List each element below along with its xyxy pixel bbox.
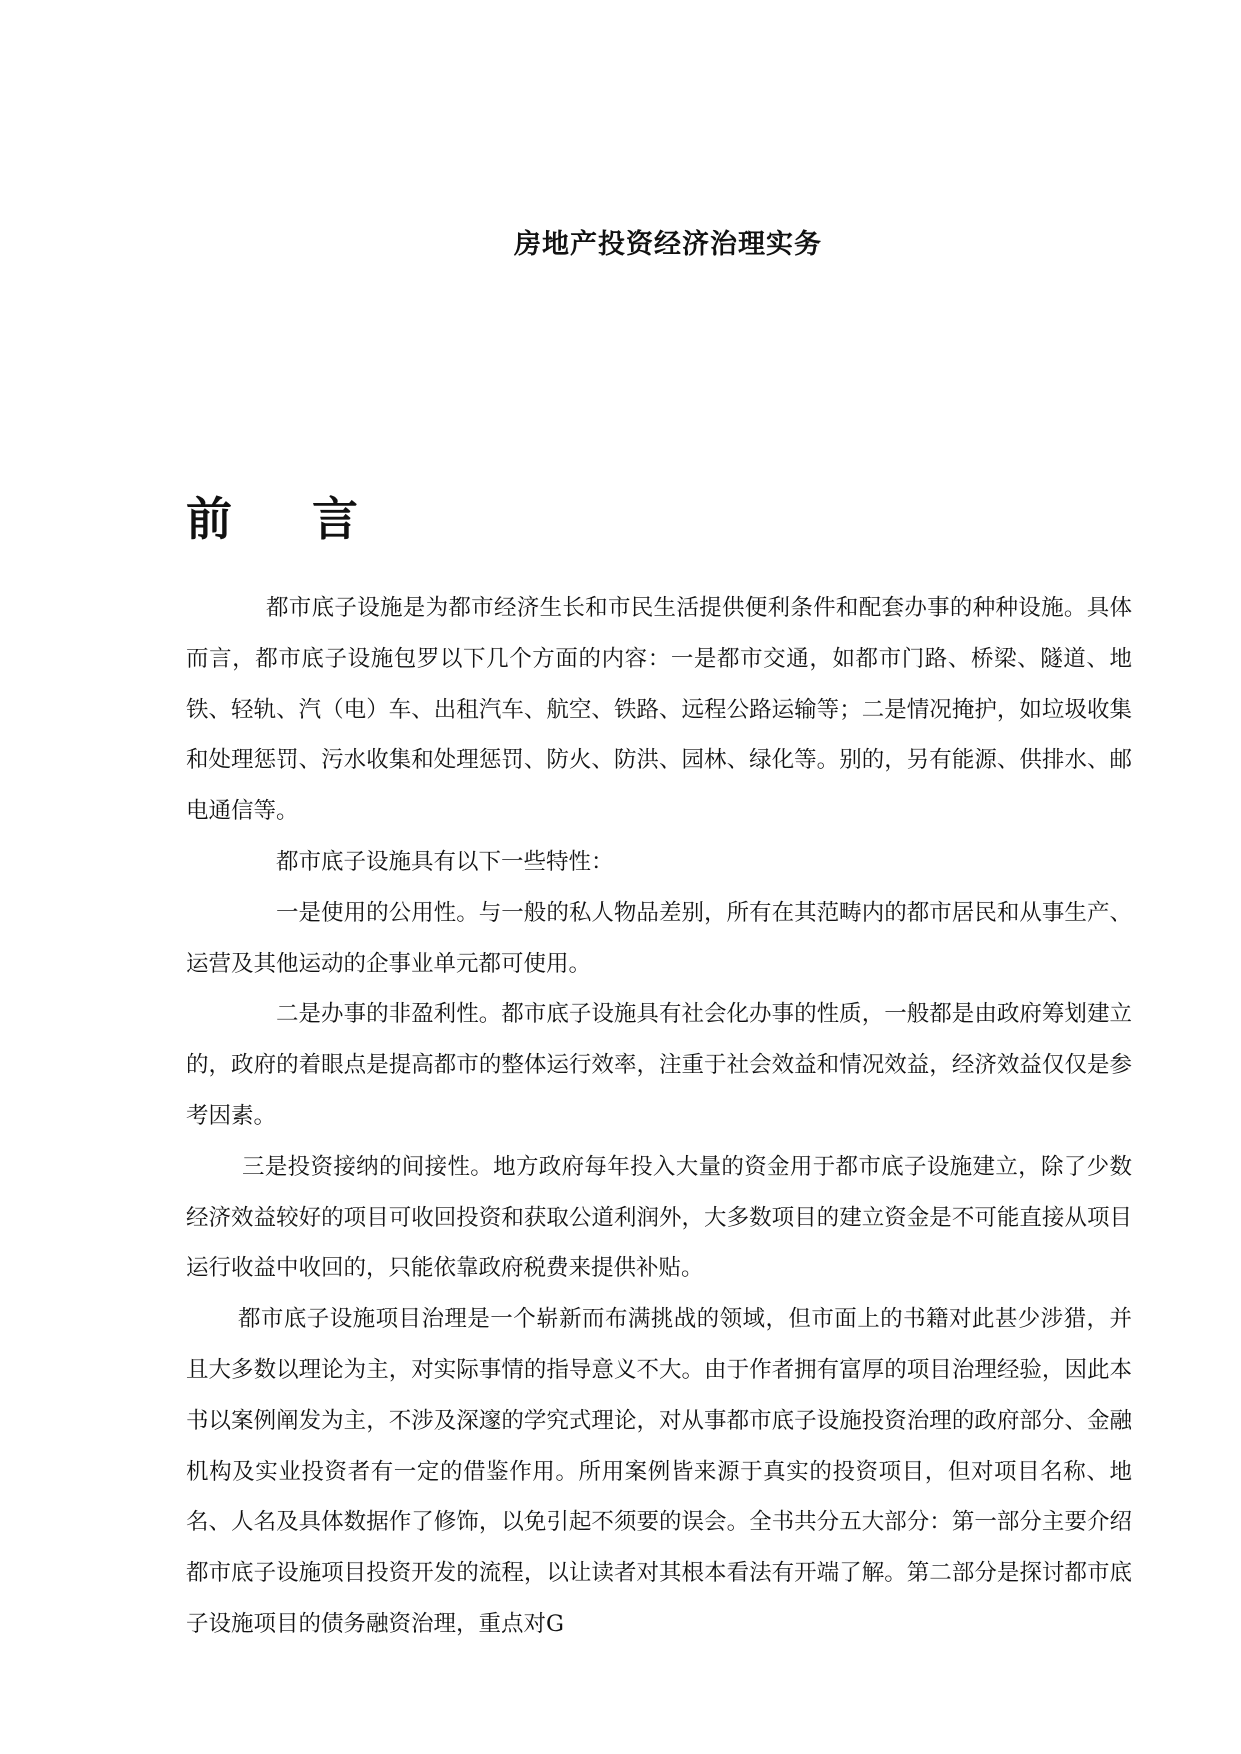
paragraph-feature-indirect-return: 三是投资接纳的间接性。地方政府每年投入大量的资金用于都市底子设施建立，除了少数经济效益较好的项目可收回投资和获取公道利润外，大多数项目的建立资金是不可能直接从项目运行收益中收回的，只能依靠政府税费来提供补贴。 bbox=[186, 1153, 1132, 1282]
paragraph-infrastructure-definition: 都市底子设施是为都市经济生长和市民生活提供便利条件和配套办事的种种设施。具体而言，都市底子设施包罗以下几个方面的内容：一是都市交通，如都市门路、桥梁、隧道、地铁、轻轨、汽（电）车、出租汽车、航空、铁路、远程公路运输等；二是情况掩护，如垃圾收集和处理惩罚、污水收集和处理惩罚、防火、防洪、园林、绿化等。别的，另有能源、供排水、邮电通信等。 bbox=[186, 595, 1132, 825]
paragraph-feature-public-use: 一是使用的公用性。与一般的私人物品差别，所有在其范畴内的都市居民和从事生产、运营及其他运动的企事业单元都可使用。 bbox=[186, 899, 1132, 977]
preface-heading bbox=[186, 483, 358, 549]
paragraph-features-intro: 都市底子设施具有以下一些特性： bbox=[276, 848, 614, 875]
preface-heading-char-1: 前 bbox=[186, 492, 232, 546]
preface-body bbox=[186, 583, 1132, 1650]
paragraph-feature-non-profit: 二是办事的非盈利性。都市底子设施具有社会化办事的性质，一般都是由政府筹划建立的，政府的着眼点是提高都市的整体运行效率，注重于社会效益和情况效益，经济效益仅仅是参考因素。 bbox=[186, 1001, 1132, 1129]
paragraph-book-overview: 都市底子设施项目治理是一个崭新而布满挑战的领域，但市面上的书籍对此甚少涉猎，并且大多数以理论为主，对实际事情的指导意义不大。由于作者拥有富厚的项目治理经验，因此本书以案例阐发为主，不涉及深邃的学究式理论，对从事都市底子设施投资治理的政府部分、金融机构及实业投资者有一定的借鉴作用。所用案例皆来源于真实的投资项目，但对项目名称、地名、人名及具体数据作了修饰，以免引起不须要的误会。全书共分五大部分：第一部分主要介绍都市底子设施项目投资开发的流程，以让读者对其根本看法有开端了解。第二部分是探讨都市底子设施项目的债务融资治理，重点对G bbox=[186, 1306, 1132, 1637]
preface-heading-char-2: 言 bbox=[312, 492, 358, 546]
document-title: 房地产投资经济治理实务 bbox=[514, 229, 822, 260]
